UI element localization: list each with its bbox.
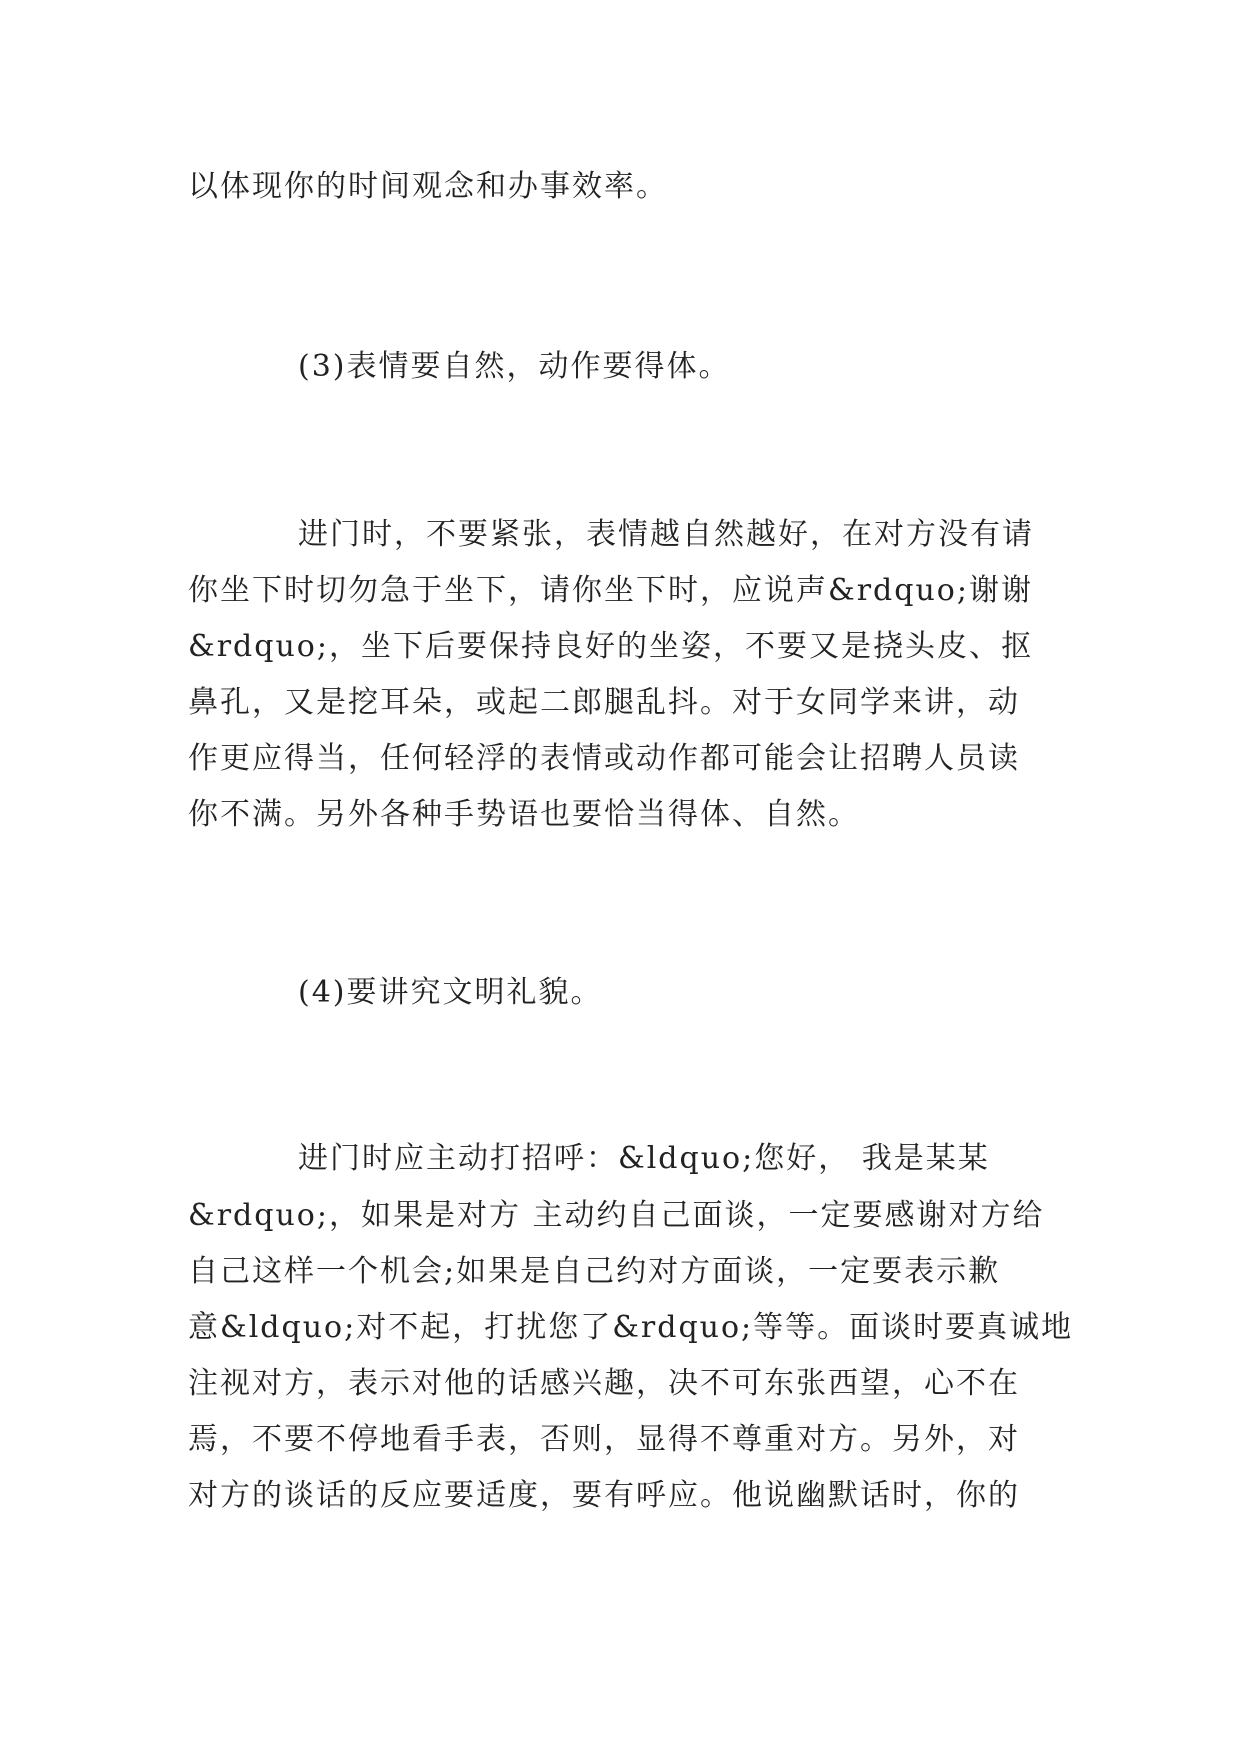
- text-line: 你不满。另外各种手势语也要恰当得体、自然。: [188, 797, 860, 832]
- text-line: 对方的谈话的反应要适度，要有呼应。他说幽默话时，你的: [188, 1478, 1020, 1513]
- text-line: 注视对方，表示对他的话感兴趣，决不可东张西望，心不在: [188, 1366, 1020, 1401]
- section-heading: (3)表情要自然，动作要得体。: [298, 349, 731, 384]
- text-line: &rdquo;，坐下后要保持良好的坐姿，不要又是挠头皮、抠: [188, 629, 1033, 664]
- text-line: 鼻孔，又是挖耳朵，或起二郎腿乱抖。对于女同学来讲，动: [188, 685, 1020, 720]
- section-heading: (4)要讲究文明礼貌。: [298, 975, 603, 1010]
- text-line: &rdquo;，如果是对方 主动约自己面谈，一定要感谢对方给: [188, 1198, 1045, 1233]
- text-line: 焉，不要不停地看手表，否则，显得不尊重对方。另外，对: [188, 1422, 1020, 1457]
- text-line: 进门时，不要紧张，表情越自然越好，在对方没有请: [298, 517, 1034, 552]
- text-line: 意&ldquo;对不起，打扰您了&rdquo;等等。面谈时要真诚地: [188, 1310, 1074, 1345]
- text-line: 作更应得当，任何轻浮的表情或动作都可能会让招聘人员读: [188, 741, 1020, 776]
- text-line: 自己这样一个机会;如果是自己约对方面谈，一定要表示歉: [188, 1254, 1001, 1289]
- text-line: 你坐下时切勿急于坐下，请你坐下时，应说声&rdquo;谢谢: [188, 573, 1033, 608]
- text-line: 进门时应主动打招呼：&ldquo;您好， 我是某某: [298, 1141, 990, 1176]
- text-line: 以体现你的时间观念和办事效率。: [188, 169, 668, 204]
